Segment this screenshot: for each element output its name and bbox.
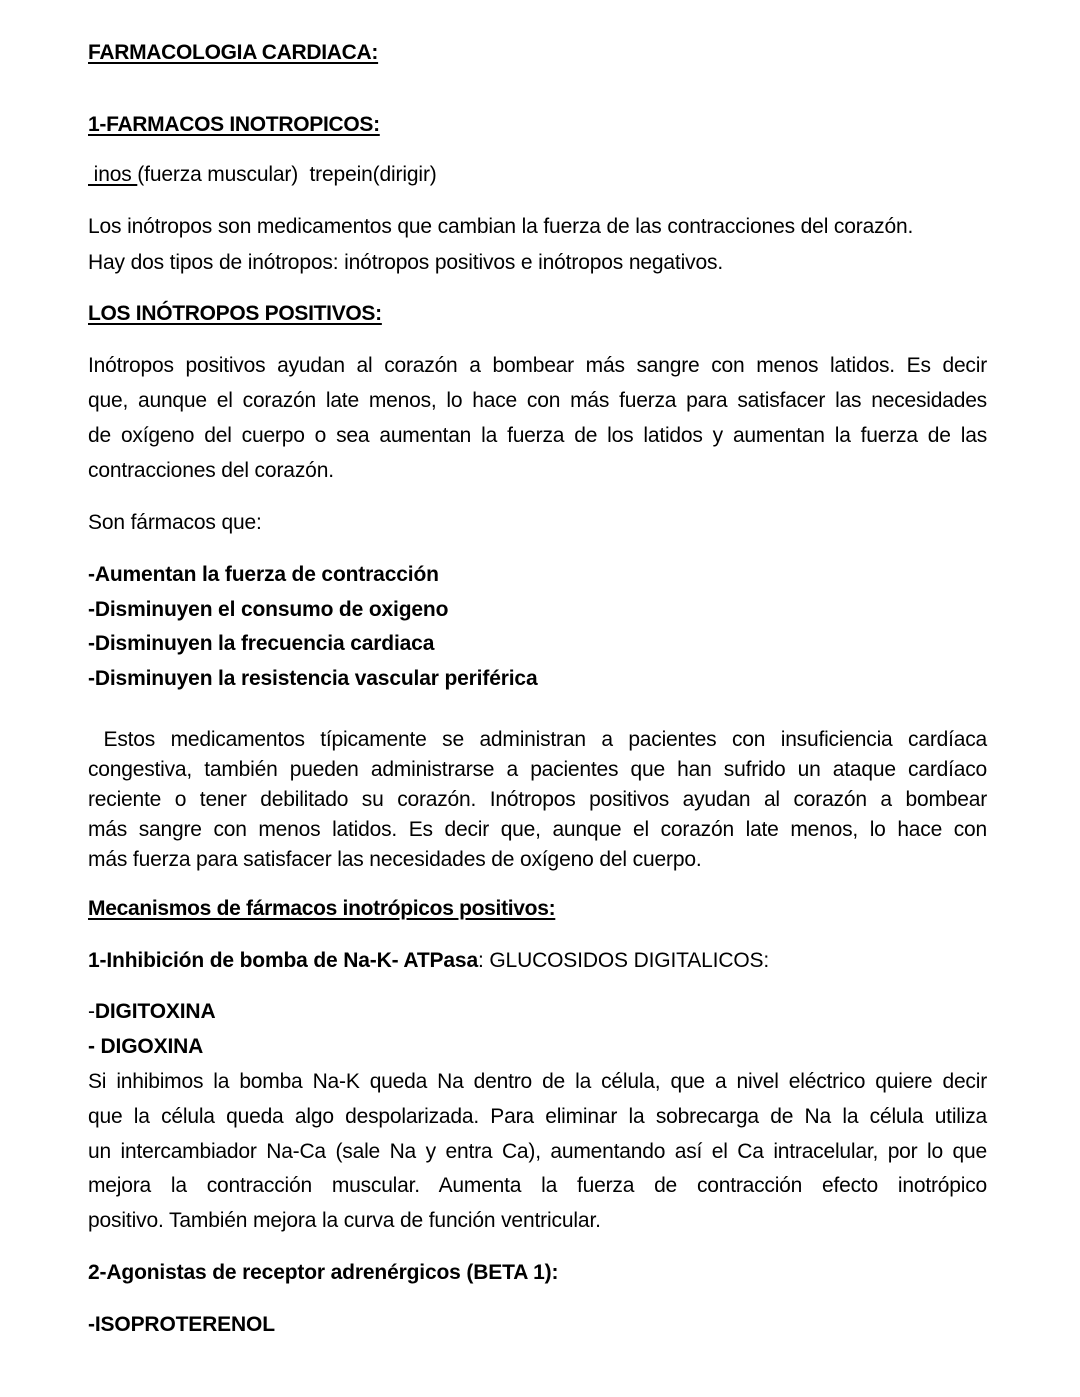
document-title: FARMACOLOGIA CARDIACA: [88,41,379,64]
drug-name: DIGITOXINA [94,1000,216,1023]
section-heading-mecanismos: Mecanismos de fármacos inotrópicos positivos: [88,897,556,920]
section-heading-inotropicos: 1-FARMACOS INOTROPICOS: [88,113,380,136]
effect-item: -Disminuyen el consumo de oxigeno [88,598,449,621]
explanation-line: Si inhibimos la bomba Na-K queda Na dentro de la célula, que a nivel eléctrico quiere decir [88,1070,987,1093]
mechanism1-class: : GLUCOSIDOS DIGITALICOS: [478,949,770,972]
etymology-line [88,162,437,188]
paragraph-line: contracciones del corazón. [88,459,334,482]
section-heading-positivos: LOS INÓTROPOS POSITIVOS: [88,302,382,325]
usage-line: más sangre con menos latidos. Es decir que, aunque el corazón late menos, lo hace con [88,818,987,841]
effect-item: -Disminuyen la frecuencia cardiaca [88,632,435,655]
mechanism2-heading: 2-Agonistas de receptor adrenérgicos (BETA 1): [88,1261,559,1284]
usage-line: reciente o tener debilitado su corazón. Inótropos positivos ayudan al corazón a bombear [88,788,987,811]
paragraph-line: de oxígeno del cuerpo o sea aumentan la fuerza de los latidos y aumentan la fuerza de las [88,424,987,447]
drug-name: DIGOXINA [100,1035,204,1058]
drug-item: - DIGOXINA [88,1035,204,1058]
drug-item: -DIGITOXINA [88,1000,216,1023]
paragraph-line: que, aunque el corazón late menos, lo hace con más fuerza para satisfacer las necesidades [88,389,987,412]
drug-item: -ISOPROTERENOL [88,1313,275,1336]
explanation-line: mejora la contracción muscular. Aumenta la fuerza de contracción efecto inotrópico [88,1174,987,1197]
usage-line: congestiva, también pueden administrarse a pacientes que han sufrido un ataque cardíaco [88,758,987,781]
intro-line: Los inótropos son medicamentos que cambian la fuerza de las contracciones del corazón. [88,215,914,238]
effect-item: -Aumentan la fuerza de contracción [88,563,439,586]
etymology-term: inos [88,163,138,186]
etymology-meaning: (fuerza muscular) trepein(dirigir) [137,163,437,186]
list-intro: Son fármacos que: [88,511,262,534]
usage-line: Estos medicamentos típicamente se administran a pacientes con insuficiencia cardíaca [88,728,987,751]
mechanism1-heading [88,948,769,974]
mechanism1-label: 1-Inhibición de bomba de Na-K- ATPasa [88,949,478,972]
explanation-line: un intercambiador Na-Ca (sale Na y entra Ca), aumentando así el Ca intracelular, por lo que [88,1140,987,1163]
paragraph-line: Inótropos positivos ayudan al corazón a bombear más sangre con menos latidos. Es decir [88,354,987,377]
effect-item: -Disminuyen la resistencia vascular periférica [88,667,538,690]
explanation-line: positivo. También mejora la curva de función ventricular. [88,1209,601,1232]
usage-line: más fuerza para satisfacer las necesidades de oxígeno del cuerpo. [88,848,702,871]
explanation-line: que la célula queda algo despolarizada. Para eliminar la sobrecarga de Na la célula utiliza [88,1105,987,1128]
intro-line: Hay dos tipos de inótropos: inótropos positivos e inótropos negativos. [88,251,724,274]
